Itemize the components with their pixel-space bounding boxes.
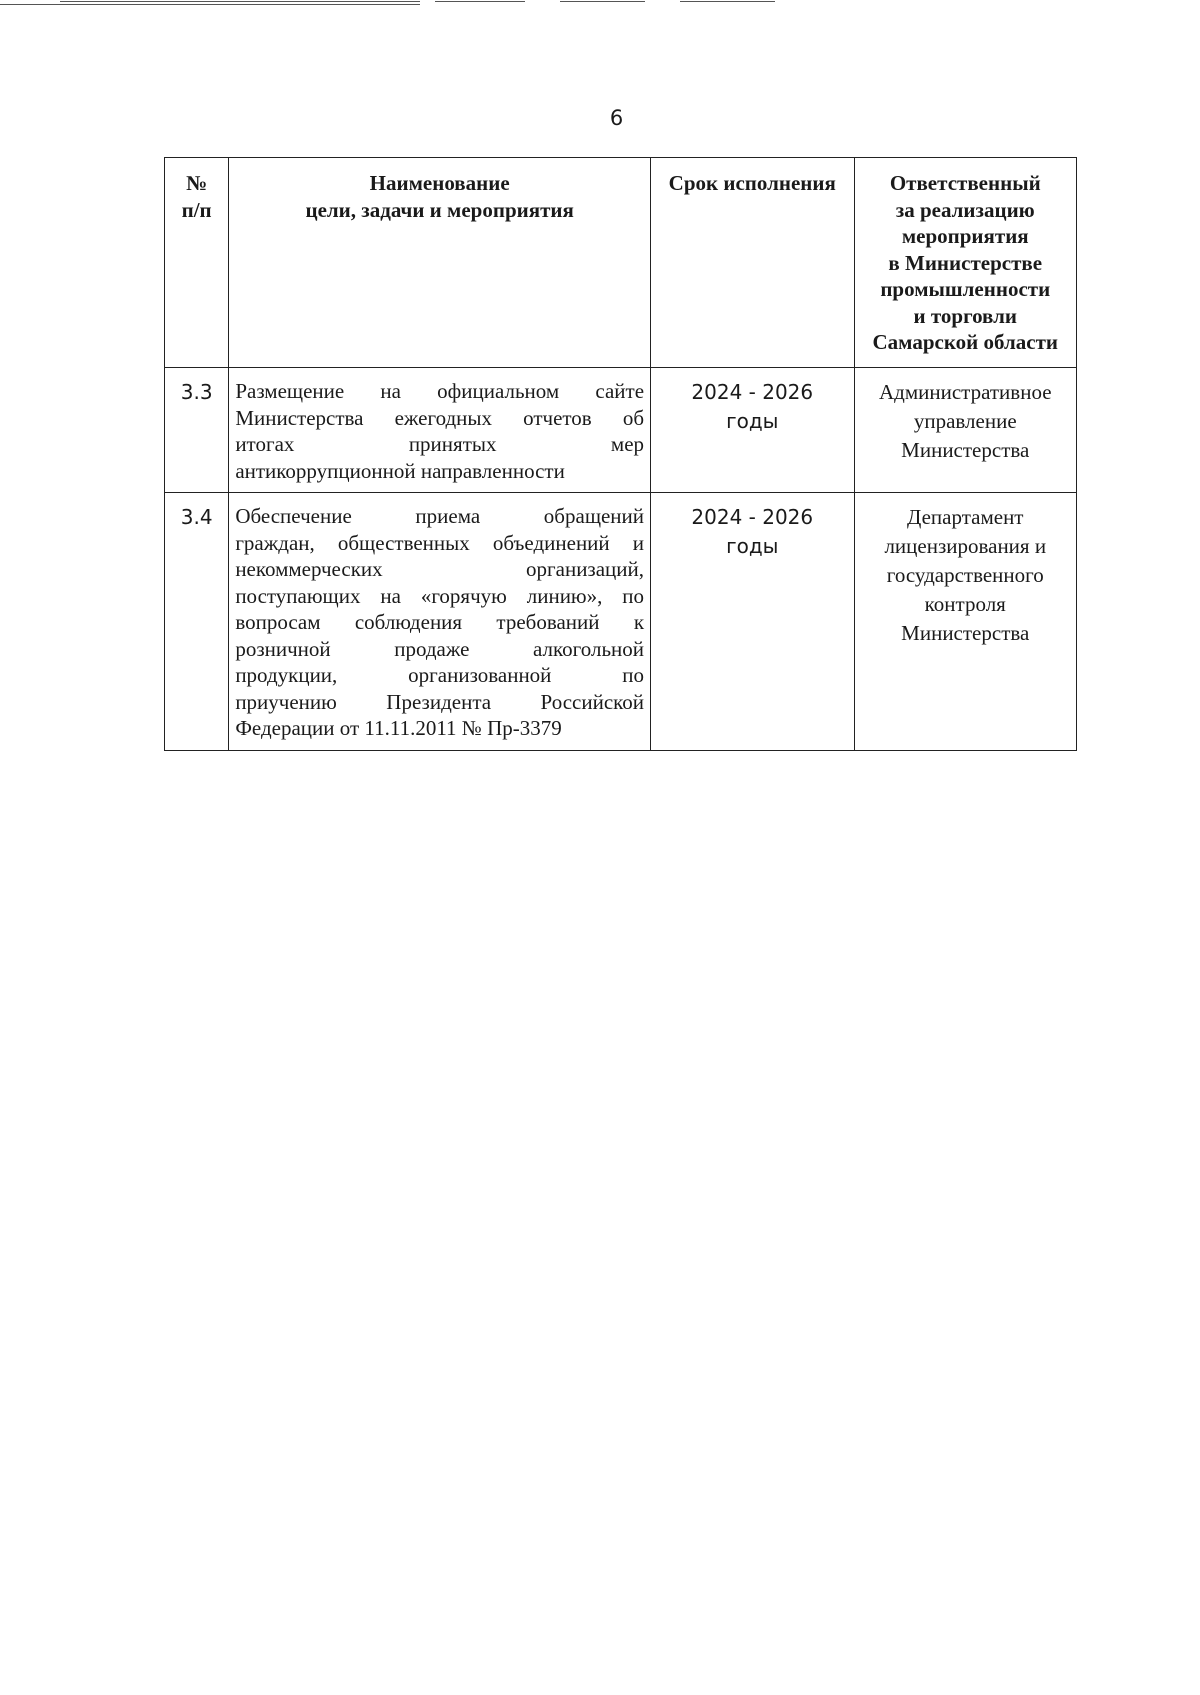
header-name: Наименование цели, задачи и мероприятия	[229, 158, 651, 368]
action-plan-table	[164, 157, 1077, 751]
header-number: № п/п	[165, 158, 229, 368]
table-row	[165, 493, 1077, 751]
row-activity-name: Обеспечение приема обращений граждан, общественных объединений и некоммерческих организаций, поступающих на «горячую линию», по вопросам соблюдения требований к розничной продаже алкогольной продукции, организованной по приучению Президента Российской Федерации от 11.11.2011 № Пр-3379	[229, 493, 651, 751]
header-responsible: Ответственный за реализацию мероприятия в Министерстве промышленности и торговли Самарской области	[854, 158, 1076, 368]
header-term: Срок исполнения	[651, 158, 854, 368]
row-term: 2024 - 2026 годы	[651, 493, 854, 751]
page-number: 6	[609, 106, 624, 130]
row-responsible: Административное управление Министерства	[854, 368, 1076, 493]
table-row	[165, 368, 1077, 493]
row-activity-name: Размещение на официальном сайте Министерства ежегодных отчетов об итогах принятых мер антикоррупционной направленности	[229, 368, 651, 493]
row-responsible: Департамент лицензирования и государственного контроля Министерства	[854, 493, 1076, 751]
scan-artifact-line	[435, 1, 525, 2]
table-header-row	[165, 158, 1077, 368]
scan-artifact-line	[0, 4, 420, 5]
scan-artifact-line	[60, 1, 420, 2]
row-term: 2024 - 2026 годы	[651, 368, 854, 493]
scan-artifact-line	[680, 1, 775, 2]
scan-artifact-line	[560, 1, 645, 2]
row-number: 3.4	[165, 493, 229, 751]
row-number: 3.3	[165, 368, 229, 493]
